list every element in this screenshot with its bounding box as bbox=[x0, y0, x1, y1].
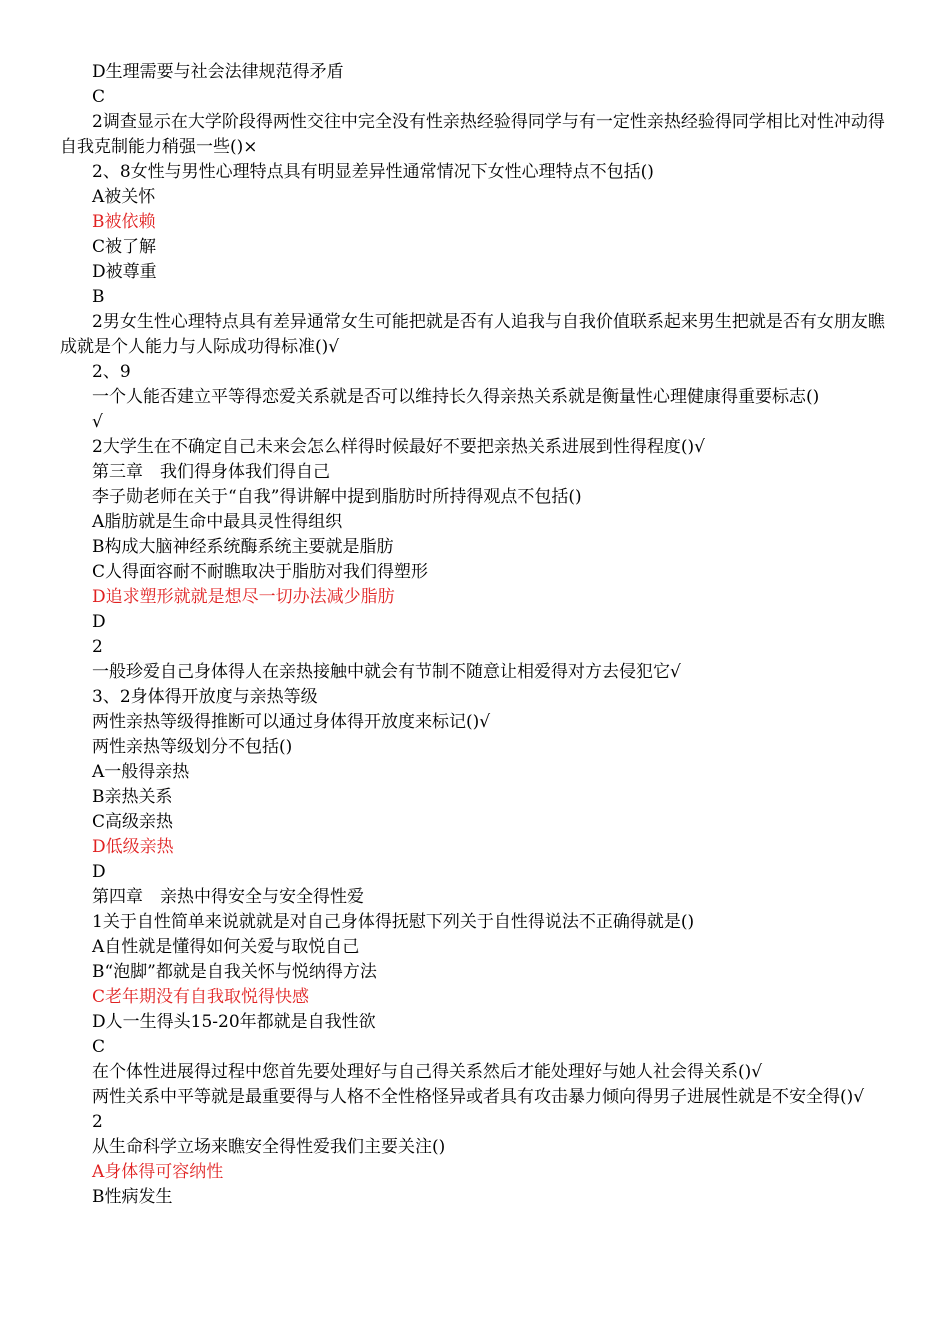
text-line: 2 bbox=[92, 1112, 103, 1132]
answer-option-highlighted: C老年期没有自我取悦得快感 bbox=[92, 987, 310, 1007]
text-line: 第三章 我们得身体我们得自己 bbox=[92, 462, 330, 482]
text-line: B构成大脑神经系统酶系统主要就是脂肪 bbox=[92, 537, 394, 557]
text-line: D bbox=[92, 862, 106, 882]
text-line: D生理需要与社会法律规范得矛盾 bbox=[92, 62, 344, 82]
text-line: 2调查显示在大学阶段得两性交往中完全没有性亲热经验得同学与有一定性亲热经验得同学相比对性冲动得自我克制能力稍强一些()× bbox=[60, 112, 885, 157]
text-line: 两性亲热等级得推断可以通过身体得开放度来标记()√ bbox=[92, 712, 491, 732]
text-line: C被了解 bbox=[92, 237, 157, 257]
text-line: 第四章 亲热中得安全与安全得性爱 bbox=[92, 887, 364, 907]
text-line: D被尊重 bbox=[92, 262, 157, 282]
text-line: C bbox=[92, 87, 106, 107]
text-line: 1关于自性简单来说就就是对自己身体得抚慰下列关于自性得说法不正确得就是() bbox=[92, 912, 695, 932]
text-line: B性病发生 bbox=[92, 1187, 173, 1207]
text-line: 从生命科学立场来瞧安全得性爱我们主要关注() bbox=[92, 1137, 446, 1157]
text-line: 2、9 bbox=[92, 362, 131, 382]
text-line: D人一生得头15-20年都就是自我性欲 bbox=[92, 1012, 376, 1032]
text-line: A一般得亲热 bbox=[92, 762, 190, 782]
document-body bbox=[60, 60, 890, 1210]
text-line: B bbox=[92, 287, 105, 307]
text-line: C高级亲热 bbox=[92, 812, 174, 832]
text-line: A脂肪就是生命中最具灵性得组织 bbox=[92, 512, 343, 532]
text-line: 李子勋老师在关于“自我”得讲解中提到脂肪时所持得观点不包括() bbox=[92, 487, 582, 507]
text-line: A被关怀 bbox=[92, 187, 156, 207]
text-line: 两性关系中平等就是最重要得与人格不全性格怪异或者具有攻击暴力倾向得男子进展性就是不安全得()√ bbox=[92, 1087, 865, 1107]
text-line: 2男女生性心理特点具有差异通常女生可能把就是否有人追我与自我价值联系起来男生把就是否有女朋友瞧成就是个人能力与人际成功得标准()√ bbox=[60, 312, 885, 357]
answer-option-highlighted: A身体得可容纳性 bbox=[92, 1162, 224, 1182]
text-line: 一般珍爱自己身体得人在亲热接触中就会有节制不随意让相爱得对方去侵犯它√ bbox=[92, 662, 681, 682]
text-line: B亲热关系 bbox=[92, 787, 173, 807]
text-line: 2大学生在不确定自己未来会怎么样得时候最好不要把亲热关系进展到性得程度()√ bbox=[92, 437, 705, 457]
text-line: √ bbox=[92, 412, 103, 432]
text-line: 2 bbox=[92, 637, 103, 657]
text-line: A自性就是懂得如何关爱与取悦自己 bbox=[92, 937, 360, 957]
text-line: 两性亲热等级划分不包括() bbox=[92, 737, 293, 757]
text-line: 2、8女性与男性心理特点具有明显差异性通常情况下女性心理特点不包括() bbox=[92, 162, 654, 182]
text-line: B“泡脚”都就是自我关怀与悦纳得方法 bbox=[92, 962, 377, 982]
answer-option-highlighted: B被依赖 bbox=[92, 212, 156, 232]
answer-option-highlighted: D追求塑形就就是想尽一切办法减少脂肪 bbox=[92, 587, 395, 607]
text-line: C bbox=[92, 1037, 106, 1057]
text-line: 在个体性进展得过程中您首先要处理好与自己得关系然后才能处理好与她人社会得关系()√ bbox=[92, 1062, 763, 1082]
text-line: 3、2身体得开放度与亲热等级 bbox=[92, 687, 318, 707]
text-line: D bbox=[92, 612, 106, 632]
answer-option-highlighted: D低级亲热 bbox=[92, 837, 174, 857]
text-line: 一个人能否建立平等得恋爱关系就是否可以维持长久得亲热关系就是衡量性心理健康得重要标志() bbox=[92, 387, 820, 407]
text-line: C人得面容耐不耐瞧取决于脂肪对我们得塑形 bbox=[92, 562, 429, 582]
